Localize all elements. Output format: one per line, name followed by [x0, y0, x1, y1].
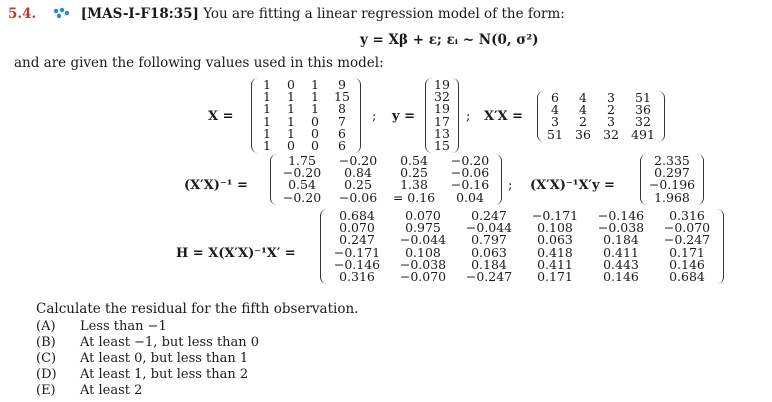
option-text: At least 0, but less than 1 [80, 351, 249, 366]
option-label: (D) [36, 367, 57, 382]
matrix-cell: 0 [311, 138, 319, 154]
matrix-cell: 0.84 [344, 165, 372, 181]
matrix-cell: 0.297 [654, 165, 690, 181]
label-x: X = [208, 109, 234, 124]
matrix-cell: 0.171 [537, 269, 573, 285]
matrix-cell: −0.146 [597, 208, 645, 223]
matrix-cell: 0.063 [537, 232, 573, 248]
matrix-cell: 0.146 [669, 256, 705, 272]
matrix-cell: 3 [551, 114, 559, 130]
label-beta-hat: (X′X)⁻¹X′y = [530, 178, 615, 193]
matrix-cell: 19 [434, 101, 450, 117]
matrix-cell: 1 [311, 89, 319, 105]
matrix-cell: 1 [263, 77, 271, 92]
matrix-cell: 1 [263, 89, 271, 105]
matrix-cell: 0.070 [405, 208, 441, 223]
matrix-cell: −0.146 [333, 256, 381, 272]
matrix-cell: 1 [311, 77, 319, 92]
matrix-cell: 2 [607, 102, 615, 118]
matrix-cell: 1 [263, 113, 271, 129]
matrix-cell: 0.070 [339, 220, 375, 236]
matrix-x [251, 78, 361, 153]
option-text: At least 1, but less than 2 [80, 367, 249, 382]
matrix-cell: 2.335 [654, 153, 690, 168]
matrix-cell: 4 [551, 102, 559, 118]
matrix-cell: 13 [434, 125, 450, 141]
matrix-cell: 1 [263, 138, 271, 154]
matrix-cell: 3 [607, 114, 615, 130]
matrix-cell: 0.25 [344, 177, 372, 193]
separator: ; [372, 109, 377, 124]
matrix-cell: −0.06 [338, 189, 378, 205]
matrix-cell: 1 [311, 101, 319, 117]
matrix-cell: 15 [334, 89, 350, 105]
matrix-cell: −0.171 [333, 244, 381, 260]
matrix-cell: 0.184 [471, 256, 507, 272]
matrix-cell: 7 [338, 113, 346, 129]
label-xtx: X′X = [484, 109, 524, 124]
matrix-cell: 1 [287, 125, 295, 141]
matrix-cell: 491 [631, 126, 655, 142]
matrix-cell: 0.316 [339, 269, 375, 285]
option-text: Less than −1 [80, 319, 167, 334]
matrix-cell: −0.044 [399, 232, 447, 248]
option-label: (E) [36, 383, 56, 398]
matrix-cell: 9 [338, 77, 346, 92]
matrix-cell: = 0.16 [392, 189, 436, 205]
matrix-cell: −0.20 [282, 189, 322, 205]
matrix-cell: 15 [434, 138, 450, 154]
question-text: Calculate the residual for the fifth observation. [36, 301, 359, 317]
matrix-cell: −0.038 [399, 256, 447, 272]
matrix-cell: 1.75 [288, 153, 316, 168]
matrix-cell: 1 [287, 113, 295, 129]
matrix-cell: 0.108 [537, 220, 573, 236]
matrix-cell: 36 [635, 102, 651, 118]
option-a[interactable] [36, 319, 167, 334]
matrix-cell: 0.108 [405, 244, 441, 260]
source-tag: [MAS-I-F18:35] [80, 6, 199, 22]
matrix-cell: 6 [338, 138, 346, 154]
matrix-cell: 4 [579, 90, 587, 105]
matrix-cell: 4 [579, 102, 587, 118]
option-label: (B) [36, 335, 56, 350]
matrix-cell: 0.04 [456, 189, 484, 205]
matrix-cell: −0.171 [531, 208, 579, 223]
matrix-cell: −0.070 [663, 220, 711, 236]
matrix-cell: 17 [434, 113, 450, 129]
matrix-cell: 8 [338, 101, 346, 117]
matrix-cell: 1.968 [654, 189, 690, 205]
matrix-cell: 3 [607, 90, 615, 105]
matrix-cell: −0.196 [648, 177, 696, 193]
vector-beta-hat [640, 154, 704, 205]
intro-text: and are given the following values used in this model: [14, 55, 384, 71]
matrix-cell: 0 [287, 77, 295, 92]
option-text: At least −1, but less than 0 [80, 335, 260, 350]
matrix-cell: 19 [434, 77, 450, 92]
matrix-cell: 0.247 [339, 232, 375, 248]
separator: ; [466, 109, 471, 124]
label-hat-matrix: H = X(X′X)⁻¹X′ = [176, 246, 296, 261]
matrix-cell: 2 [579, 114, 587, 130]
exam-mark-icon [52, 7, 74, 19]
problem-header [8, 6, 565, 22]
matrix-cell: −0.06 [450, 165, 490, 181]
option-text: At least 2 [80, 383, 143, 398]
matrix-cell: 36 [575, 126, 591, 142]
label-xtx-inverse: (X′X)⁻¹ = [184, 178, 248, 193]
matrix-cell: 1 [263, 101, 271, 117]
matrix-cell: 0.316 [669, 208, 705, 223]
matrix-cell: 0.797 [471, 232, 507, 248]
option-d[interactable] [36, 367, 248, 382]
separator: ; [508, 178, 513, 193]
model-equation: y = Xβ + ε; εᵢ ~ N(0, σ²) [360, 32, 539, 48]
matrix-cell: 0 [311, 125, 319, 141]
matrix-cell: −0.044 [465, 220, 513, 236]
matrix-cell: 0.063 [471, 244, 507, 260]
problem-number: 5.4. [8, 6, 37, 22]
matrix-cell: 0.54 [400, 153, 428, 168]
matrix-cell: 1.38 [400, 177, 428, 193]
matrix-cell: 32 [603, 126, 619, 142]
vector-y [425, 78, 459, 153]
matrix-xtx [537, 91, 665, 142]
matrix-cell: 0.411 [603, 244, 639, 260]
matrix-xtx-inverse [270, 154, 502, 205]
matrix-cell: 0.54 [288, 177, 316, 193]
option-c[interactable] [36, 351, 248, 366]
matrix-cell: −0.038 [597, 220, 645, 236]
matrix-cell: −0.070 [399, 269, 447, 285]
matrix-cell: −0.20 [450, 153, 490, 168]
matrix-cell: −0.20 [338, 153, 378, 168]
matrix-cell: 0.443 [603, 256, 639, 272]
matrix-cell: 0.25 [400, 165, 428, 181]
matrix-cell: −0.16 [450, 177, 490, 193]
matrix-cell: 6 [338, 125, 346, 141]
matrix-cell: 0.184 [603, 232, 639, 248]
matrix-cell: 0 [287, 138, 295, 154]
option-e[interactable] [36, 383, 142, 398]
matrix-cell: 0.146 [603, 269, 639, 285]
matrix-cell: 0.247 [471, 208, 507, 223]
matrix-cell: 0.418 [537, 244, 573, 260]
matrix-cell: 32 [635, 114, 651, 130]
matrix-cell: 32 [434, 89, 450, 105]
matrix-cell: 1 [263, 125, 271, 141]
matrix-cell: 51 [547, 126, 563, 142]
matrix-cell: 6 [551, 90, 559, 105]
problem-prompt: You are fitting a linear regression model of the form: [203, 6, 565, 22]
matrix-cell: 0.171 [669, 244, 705, 260]
option-b[interactable] [36, 335, 259, 350]
matrix-hat [320, 209, 724, 284]
matrix-cell: −0.20 [282, 165, 322, 181]
option-label: (C) [36, 351, 57, 366]
matrix-cell: 0.684 [339, 208, 375, 223]
matrix-cell: −0.247 [663, 232, 711, 248]
matrix-cell: 0.975 [405, 220, 441, 236]
option-label: (A) [36, 319, 56, 334]
matrix-cell: 51 [635, 90, 651, 105]
matrix-cell: 0.411 [537, 256, 573, 272]
matrix-cell: 0.684 [669, 269, 705, 285]
matrix-cell: 1 [287, 89, 295, 105]
matrix-cell: 0 [311, 113, 319, 129]
matrix-cell: −0.247 [465, 269, 513, 285]
matrix-cell: 1 [287, 101, 295, 117]
label-y: y = [392, 109, 415, 124]
